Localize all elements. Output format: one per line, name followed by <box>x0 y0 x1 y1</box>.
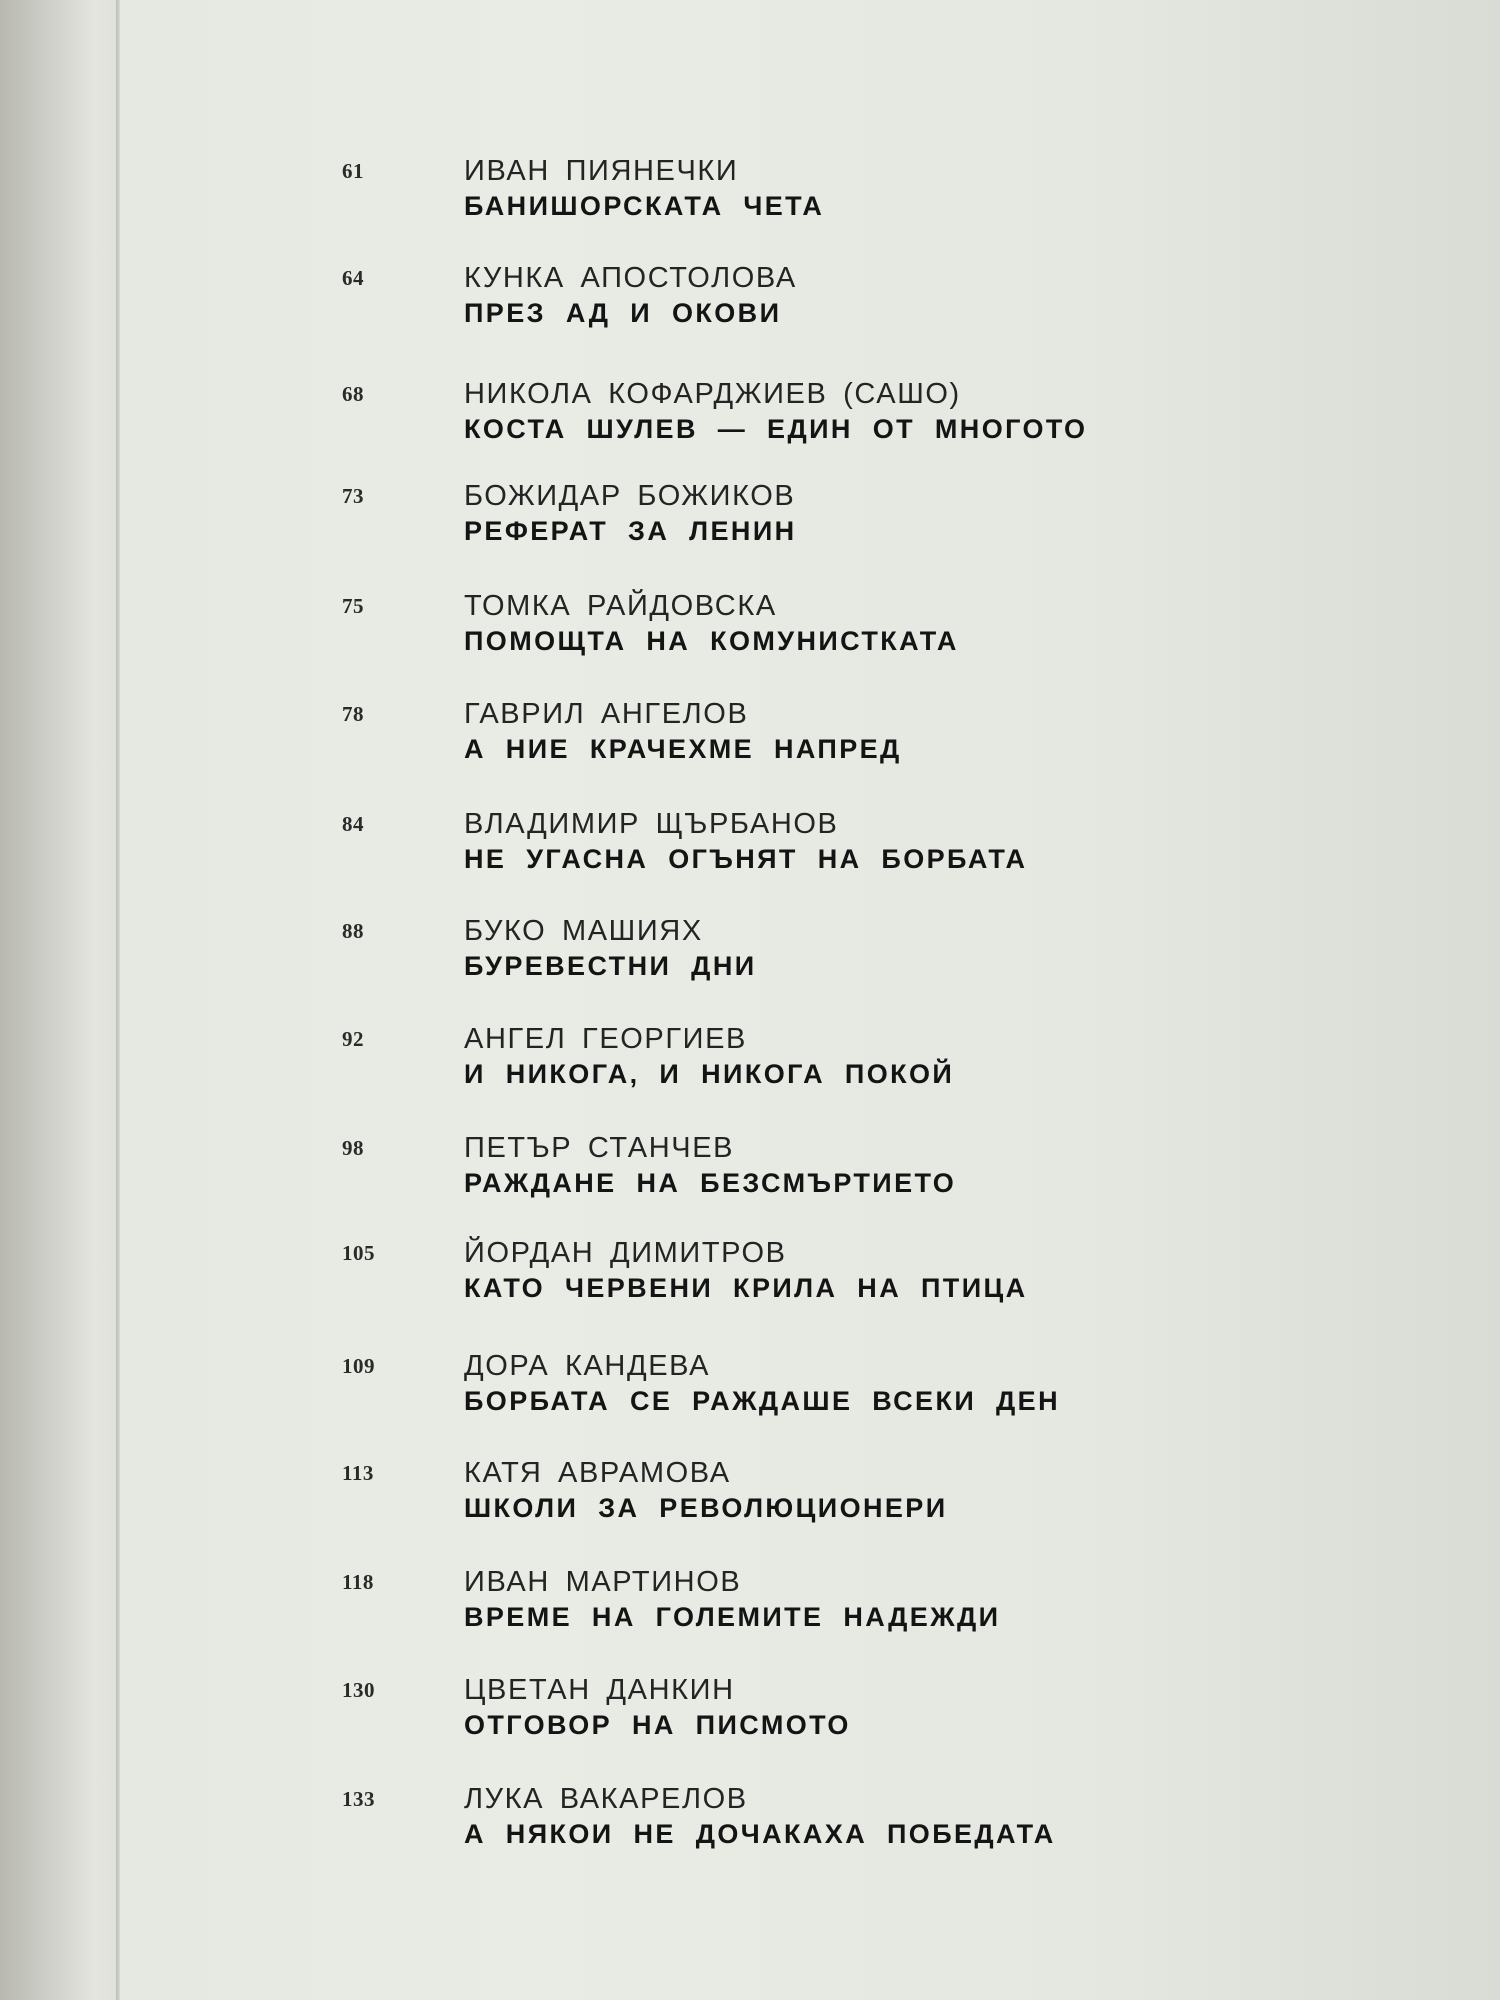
table-of-contents <box>120 0 1500 2000</box>
author-name: ДОРА КАНДЕВА <box>464 1350 711 1382</box>
toc-entry <box>120 1457 1500 1557</box>
page-number: 113 <box>342 1461 374 1485</box>
author-name: НИКОЛА КОФАРДЖИЕВ (САШО) <box>464 378 961 410</box>
toc-entry <box>120 1237 1500 1337</box>
page-number: 61 <box>342 159 364 183</box>
book-spine-shadow <box>0 0 118 2000</box>
toc-entry <box>120 1023 1500 1123</box>
author-name: ЛУКА ВАКАРЕЛОВ <box>464 1783 748 1815</box>
author-name: ПЕТЪР СТАНЧЕВ <box>464 1132 735 1164</box>
author-name: БОЖИДАР БОЖИКОВ <box>464 480 796 512</box>
toc-entry <box>120 155 1500 255</box>
author-name: ВЛАДИМИР ЩЪРБАНОВ <box>464 808 839 840</box>
page-number: 78 <box>342 702 364 726</box>
page-number: 64 <box>342 266 364 290</box>
author-name: ИВАН ПИЯНЕЧКИ <box>464 155 739 187</box>
page-number: 133 <box>342 1787 375 1811</box>
chapter-title: БАНИШОРСКАТА ЧЕТА <box>464 191 825 221</box>
chapter-title: НЕ УГАСНА ОГЪНЯТ НА БОРБАТА <box>464 844 1028 874</box>
page-number: 68 <box>342 382 364 406</box>
page-number: 73 <box>342 484 364 508</box>
chapter-title: ВРЕМЕ НА ГОЛЕМИТЕ НАДЕЖДИ <box>464 1602 1001 1632</box>
chapter-title: БОРБАТА СЕ РАЖДАШЕ ВСЕКИ ДЕН <box>464 1386 1060 1416</box>
page-number: 130 <box>342 1678 375 1702</box>
toc-entry <box>120 1350 1500 1450</box>
page-number: 118 <box>342 1570 374 1594</box>
toc-entry <box>120 1132 1500 1232</box>
toc-entry <box>120 590 1500 690</box>
author-name: ТОМКА РАЙДОВСКА <box>464 590 777 622</box>
chapter-title: А НЯКОИ НЕ ДОЧАКАХА ПОБЕДАТА <box>464 1819 1056 1849</box>
page-number: 109 <box>342 1354 375 1378</box>
chapter-title: А НИЕ КРАЧЕХМЕ НАПРЕД <box>464 734 902 764</box>
toc-entry <box>120 808 1500 908</box>
chapter-title: РЕФЕРАТ ЗА ЛЕНИН <box>464 516 797 546</box>
page-number: 88 <box>342 919 364 943</box>
page-number: 98 <box>342 1136 364 1160</box>
toc-entry <box>120 378 1500 478</box>
chapter-title: РАЖДАНЕ НА БЕЗСМЪРТИЕТО <box>464 1168 957 1198</box>
toc-entry <box>120 1674 1500 1774</box>
author-name: КАТЯ АВРАМОВА <box>464 1457 731 1489</box>
chapter-title: ОТГОВОР НА ПИСМОТО <box>464 1710 851 1740</box>
chapter-title: КАТО ЧЕРВЕНИ КРИЛА НА ПТИЦА <box>464 1273 1028 1303</box>
page-number: 105 <box>342 1241 375 1265</box>
toc-entry <box>120 1566 1500 1666</box>
page-number: 92 <box>342 1027 364 1051</box>
author-name: ЦВЕТАН ДАНКИН <box>464 1674 735 1706</box>
author-name: ГАВРИЛ АНГЕЛОВ <box>464 698 749 730</box>
chapter-title: БУРЕВЕСТНИ ДНИ <box>464 951 757 981</box>
page-number: 75 <box>342 594 364 618</box>
book-page <box>120 0 1500 2000</box>
chapter-title: И НИКОГА, И НИКОГА ПОКОЙ <box>464 1059 955 1089</box>
chapter-title: ПОМОЩТА НА КОМУНИСТКАТА <box>464 626 959 656</box>
author-name: ИВАН МАРТИНОВ <box>464 1566 742 1598</box>
author-name: АНГЕЛ ГЕОРГИЕВ <box>464 1023 747 1055</box>
toc-entry <box>120 915 1500 1015</box>
toc-entry <box>120 262 1500 362</box>
chapter-title: ШКОЛИ ЗА РЕВОЛЮЦИОНЕРИ <box>464 1493 948 1523</box>
chapter-title: КОСТА ШУЛЕВ — ЕДИН ОТ МНОГОТО <box>464 414 1088 444</box>
chapter-title: ПРЕЗ АД И ОКОВИ <box>464 298 782 328</box>
author-name: КУНКА АПОСТОЛОВА <box>464 262 797 294</box>
toc-entry <box>120 1783 1500 1883</box>
author-name: БУКО МАШИЯХ <box>464 915 703 947</box>
author-name: ЙОРДАН ДИМИТРОВ <box>464 1237 787 1269</box>
toc-entry <box>120 480 1500 580</box>
toc-entry <box>120 698 1500 798</box>
page-number: 84 <box>342 812 364 836</box>
